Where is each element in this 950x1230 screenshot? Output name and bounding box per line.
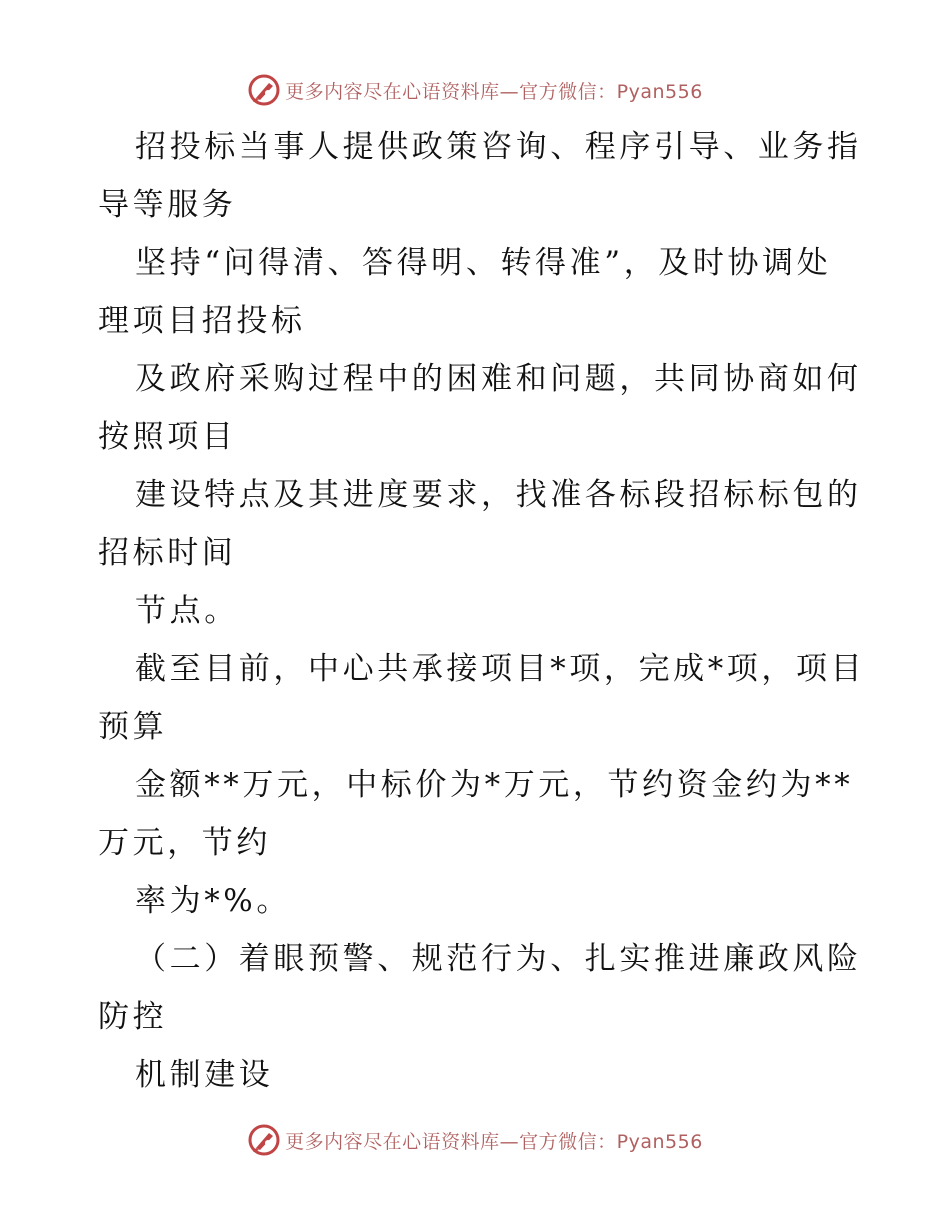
text-line: 率为*%。 [135,883,291,919]
text-line: 预算 [98,709,168,745]
pen-seal-icon [247,1123,281,1157]
text-line: 截至目前，中心共承接项目*项，完成*项，项目 [135,651,866,687]
document-body [98,118,866,1104]
watermark-text: 更多内容尽在心语资料库—官方微信：Pyan556 [285,80,703,103]
text-line: （二）着眼预警、规范行为、扎实推进廉政风险 [135,941,862,977]
text-line: 招投标当事人提供政策咨询、程序引导、业务指 [135,129,862,165]
text-line: 理项目招投标 [98,303,306,339]
text-line: 万元，节约 [98,825,271,861]
watermark-text: 更多内容尽在心语资料库—官方微信：Pyan556 [285,1130,703,1153]
text-line: 及政府采购过程中的困难和问题，共同协商如何 [135,361,862,397]
pen-seal-icon [247,73,281,107]
text-line: 建设特点及其进度要求，找准各标段招标标包的 [135,477,862,513]
text-line: 节点。 [135,593,239,629]
text-line: 金额**万元，中标价为*万元，节约资金约为** [135,767,854,803]
header-watermark [0,70,950,110]
footer-watermark [0,1120,950,1160]
text-line: 坚持“问得清、答得明、转得准”，及时协调处 [135,245,832,281]
text-line: 导等服务 [98,187,237,223]
text-line: 防控 [98,999,168,1035]
text-line: 机制建设 [135,1057,274,1093]
text-line: 按照项目 [98,419,237,455]
text-line: 招标时间 [98,535,237,571]
